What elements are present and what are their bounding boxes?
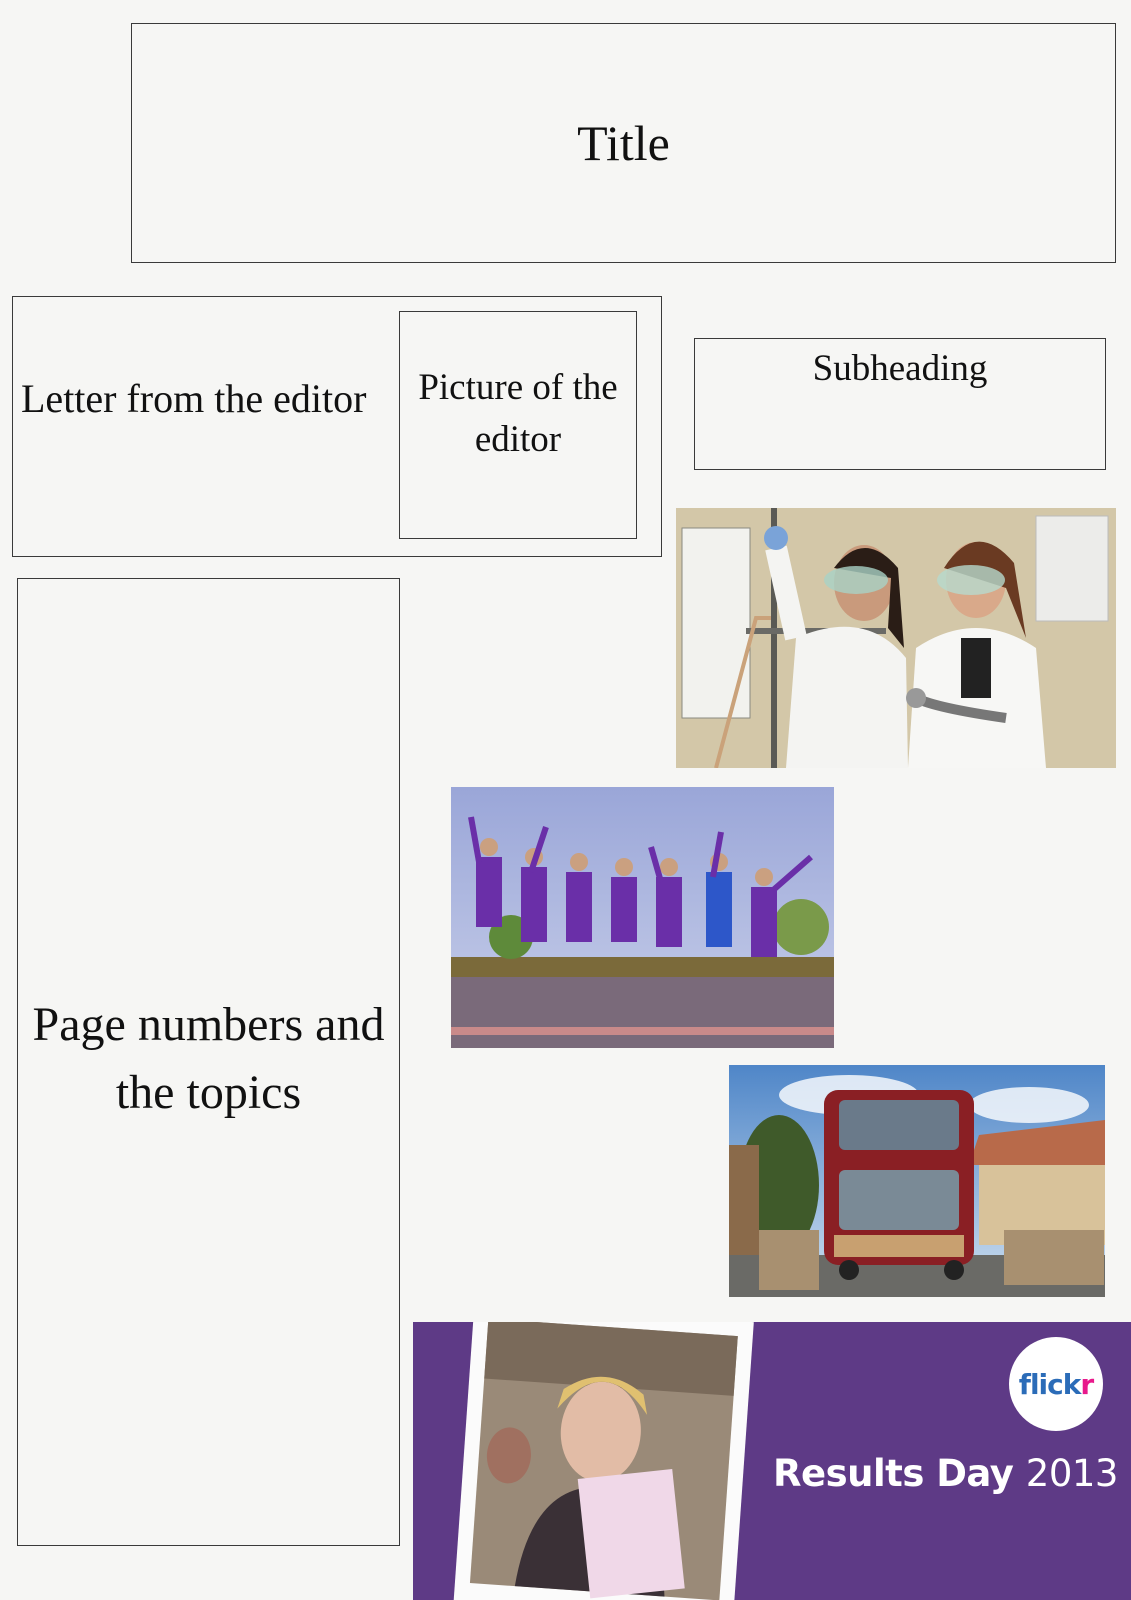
- lab-photo: [676, 508, 1116, 768]
- results-day-banner: [413, 1322, 1131, 1600]
- title-box: [131, 23, 1116, 263]
- subheading-box: [694, 338, 1106, 470]
- subheading-text: Subheading: [812, 348, 988, 389]
- flickr-logo-text-r: r: [1080, 1367, 1094, 1401]
- flickr-logo: [1009, 1337, 1103, 1431]
- editor-picture-box: [399, 311, 637, 539]
- sports-team-photo: [451, 787, 834, 1048]
- contents-text: Page numbers and the topics: [32, 998, 385, 1119]
- banner-title-main: Results Day: [773, 1452, 1014, 1495]
- editor-picture-text: Picture of the editor: [418, 367, 618, 460]
- banner-title: [773, 1452, 1118, 1495]
- title-text: Title: [577, 115, 670, 171]
- contents-box: [17, 578, 400, 1546]
- bus-photo: [729, 1065, 1105, 1297]
- editor-letter-text: Letter from the editor: [21, 376, 367, 421]
- flickr-logo-text: flick: [1018, 1367, 1081, 1401]
- banner-title-year: 2013: [1025, 1452, 1118, 1495]
